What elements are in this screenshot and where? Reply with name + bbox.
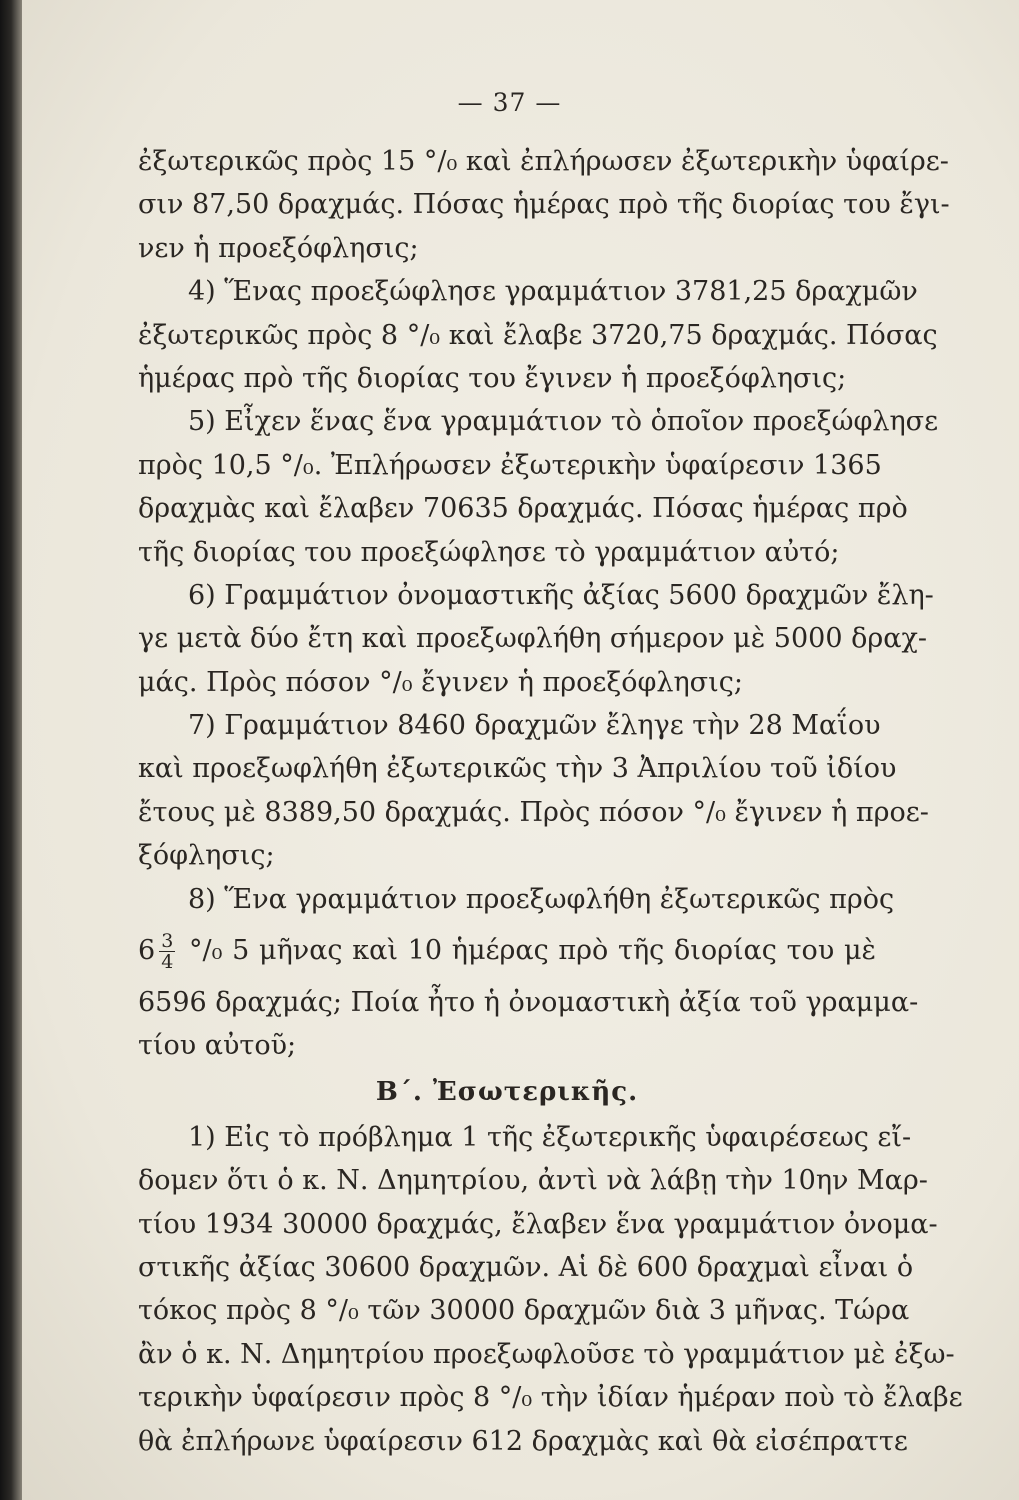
section-b-problem-1-start: 1) Εἰς τὸ πρόβλημα 1 τῆς ἐξωτερικῆς ὑφαιρέσεως εἴ- <box>188 1121 912 1153</box>
fraction-numerator: 3 <box>161 930 174 953</box>
text-line: νεν ἡ προεξόφλησις; <box>138 232 419 264</box>
fraction <box>159 931 175 972</box>
fraction-line <box>138 921 876 981</box>
text-line: τῆς διορίας του προεξώφλησε τὸ γραμμάτιον αὐτό; <box>138 536 840 568</box>
text-line: στικῆς ἀξίας 30600 δραχμῶν. Αἱ δὲ 600 δραχμαὶ εἶναι ὁ <box>138 1251 914 1283</box>
fraction-denominator: 4 <box>161 951 174 974</box>
text-line: τίου 1934 30000 δραχμάς, ἔλαβεν ἕνα γραμμάτιον ὀνομα- <box>138 1208 938 1240</box>
text-line: δομεν ὅτι ὁ κ. Ν. Δημητρίου, ἀντὶ νὰ λάβῃ τὴν 10ην Μαρ- <box>138 1165 928 1197</box>
text-line: δραχμὰς καὶ ἔλαβεν 70635 δραχμάς. Πόσας ἡμέρας πρὸ <box>138 493 908 525</box>
book-spine-shadow <box>0 0 22 1500</box>
text-line: τίου αὐτοῦ; <box>138 1030 297 1062</box>
text-line: θὰ ἐπλήρωνε ὑφαίρεσιν 612 δραχμὰς καὶ θὰ εἰσέπραττε <box>138 1425 908 1457</box>
problem-7-start: 7) Γραμμάτιον 8460 δραχμῶν ἔληγε τὴν 28 Μαΐου <box>188 710 881 742</box>
text-line: 6596 δραχμάς; Ποία ἦτο ἡ ὀνομαστικὴ ἀξία τοῦ γραμμα- <box>138 987 919 1019</box>
text-line: ξόφλησις; <box>138 840 275 872</box>
fraction-suffix: °/₀ 5 μῆνας καὶ 10 ἡμέρας πρὸ τῆς διορίας του μὲ <box>189 935 876 967</box>
problem-8-start: 8) Ἕνα γραμμάτιον προεξωφλήθη ἐξωτερικῶς πρὸς <box>188 883 895 915</box>
problem-6-start: 6) Γραμμάτιον ὀνομαστικῆς ἀξίας 5600 δραχμῶν ἔλη- <box>188 579 934 611</box>
text-line: τόκος πρὸς 8 °/₀ τῶν 30000 δραχμῶν διὰ 3 μῆνας. Τώρα <box>138 1295 910 1327</box>
text-line: μάς. Πρὸς πόσον °/₀ ἔγινεν ἡ προεξόφλησις; <box>138 666 743 698</box>
problem-5-start: 5) Εἶχεν ἕνας ἕνα γραμμάτιον τὸ ὁποῖον προεξώφλησε <box>188 406 939 438</box>
text-line: καὶ προεξωφλήθη ἐξωτερικῶς τὴν 3 Ἀπριλίου τοῦ ἰδίου <box>138 753 897 785</box>
text-line: ἐξωτερικῶς πρὸς 15 °/₀ καὶ ἐπλήρωσεν ἐξωτερικὴν ὑφαίρε- <box>138 146 949 177</box>
page-number: — 37 — <box>457 88 562 117</box>
page-body <box>138 140 963 1463</box>
section-heading: Β΄. Ἐσωτερικῆς. <box>375 1076 639 1107</box>
text-line: σιν 87,50 δραχμάς. Πόσας ἡμέρας πρὸ τῆς διορίας του ἔγι- <box>138 189 950 221</box>
text-line: τερικὴν ὑφαίρεσιν πρὸς 8 °/₀ τὴν ἰδίαν ἡμέραν ποὺ τὸ ἔλαβε <box>138 1382 963 1414</box>
text-line: ἔτους μὲ 8389,50 δραχμάς. Πρὸς πόσον °/₀ ἔγινεν ἡ προε- <box>138 796 929 828</box>
fraction-prefix: 6 <box>138 935 156 967</box>
text-line: ἐξωτερικῶς πρὸς 8 °/₀ καὶ ἔλαβε 3720,75 δραχμάς. Πόσας <box>138 319 938 351</box>
problem-4-start: 4) Ἕνας προεξώφλησε γραμμάτιον 3781,25 δραχμῶν <box>188 276 918 308</box>
text-line: πρὸς 10,5 °/₀. Ἐπλήρωσεν ἐξωτερικὴν ὑφαίρεσιν 1365 <box>138 449 882 481</box>
text-line: γε μετὰ δύο ἔτη καὶ προεξωφλήθη σήμερον μὲ 5000 δραχ- <box>138 623 927 655</box>
text-line: ἡμέρας πρὸ τῆς διορίας του ἔγινεν ἡ προεξόφλησις; <box>138 362 847 394</box>
text-line: ἂν ὁ κ. Ν. Δημητρίου προεξωφλοῦσε τὸ γραμμάτιον μὲ ἐξω- <box>138 1338 955 1370</box>
